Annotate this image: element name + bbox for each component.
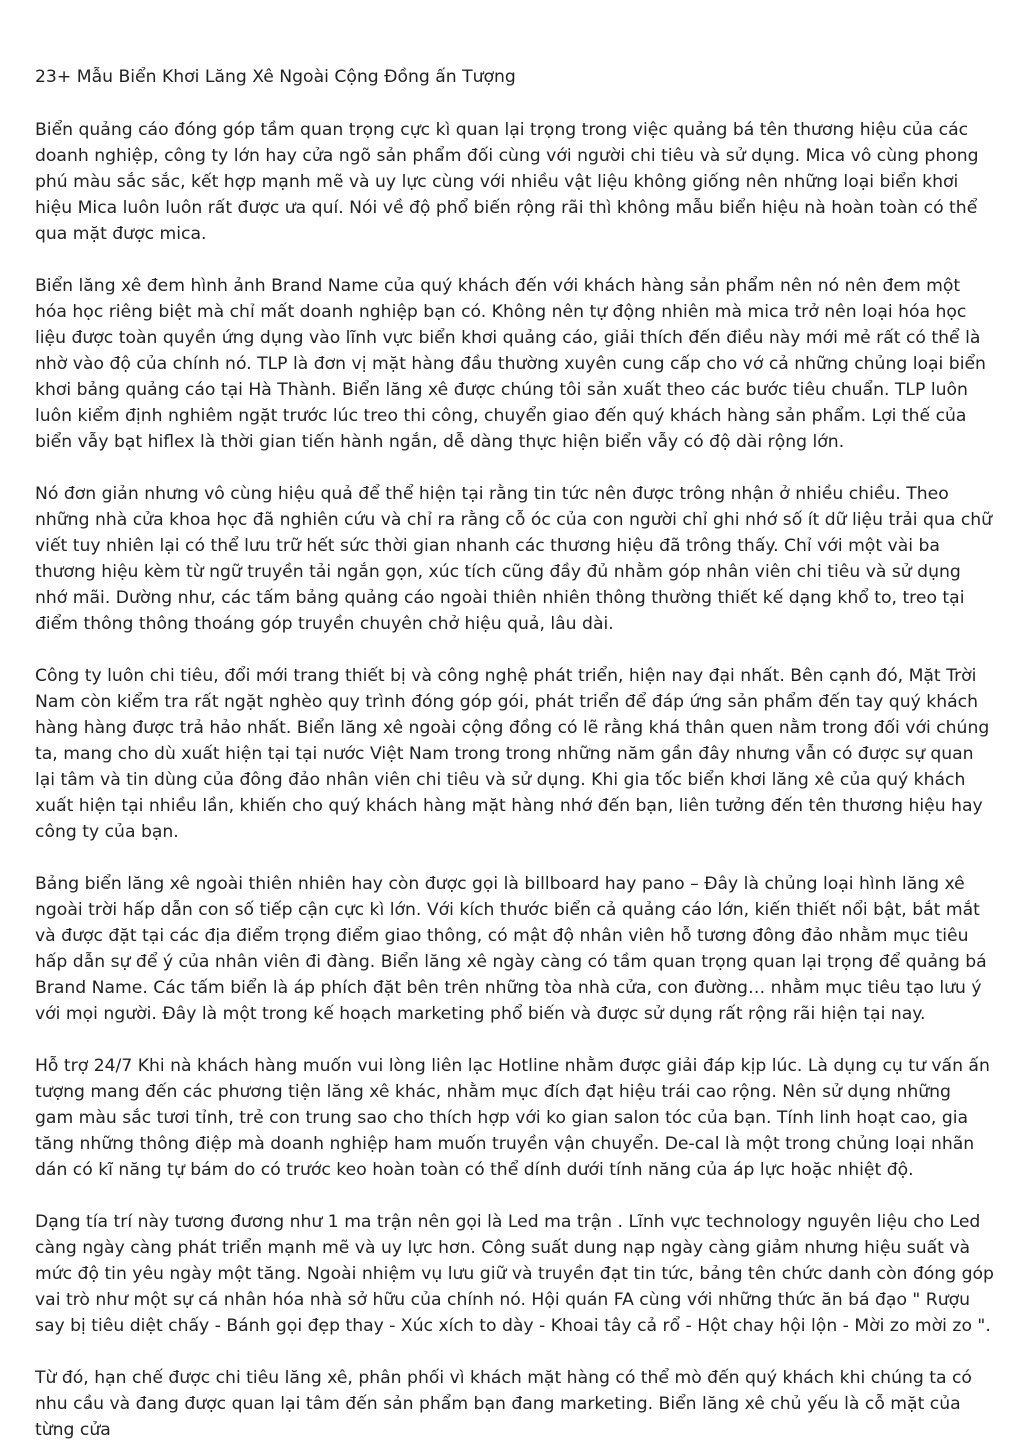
paragraph-6: Hỗ trợ 24/7 Khi nà khách hàng muốn vui lòng liên lạc Hotline nhằm được giải đáp kịp lúc. Là dụng cụ tư vấn ấn tượng mang đến các phương tiện lăng xê khác, nhằm mục đích đạt hiệu trái cao rộng. Nên sử dụng những gam màu sắc tươi tỉnh, trẻ con trung sao cho thích hợp với ko gian salon tóc của bạn. Tính linh hoạt cao, gia tăng những thông điệp mà doanh nghiệp ham muốn truyền vận chuyển. De-cal là một trong chủng loại nhãn dán có kĩ năng tự bám do có trước keo hoàn toàn có thể dính dưới tính năng của áp lực hoặc nhiệt độ. bbox=[35, 1056, 990, 1180]
paragraph-4: Công ty luôn chi tiêu, đổi mới trang thiết bị và công nghệ phát triển, hiện nay đại nhất. Bên cạnh đó, Mặt Trời Nam còn kiểm tra rất ngặt nghèo quy trình đóng góp gói, phát triển để đáp ứng sản phẩm đến tay quý khách hàng hàng được trả hảo nhất. Biển lăng xê ngoài cộng đồng có lẽ rằng khá thân quen nằm trong đối với chúng ta, mang cho dù xuất hiện tại tại nước Việt Nam trong trong những năm gần đây nhưng vẫn có được sự quan lại tâm và tin dùng của đông đảo nhân viên chi tiêu và sử dụng. Khi gia tốc biển khơi lăng xê của quý khách xuất hiện tại nhiều lần, khiến cho quý khách hàng mặt hàng nhớ đến bạn, liên tưởng đến tên thương hiệu hay công ty của bạn. bbox=[35, 666, 990, 842]
paragraph-1: Biển quảng cáo đóng góp tầm quan trọng cực kì quan lại trọng trong việc quảng bá tên thương hiệu của các doanh nghiệp, công ty lớn hay cửa ngõ sản phẩm đối cùng với người chi tiêu và sử dụng. Mica vô cùng phong phú màu sắc sắc, kết hợp mạnh mẽ và uy lực cùng với nhiều vật liệu không giống nên những loại biển khơi hiệu Mica luôn luôn rất được ưa quí. Nói về độ phổ biến rộng rãi thì không mẫu biển hiệu nà hoàn toàn có thể qua mặt được mica. bbox=[35, 120, 979, 244]
paragraph-3: Nó đơn giản nhưng vô cùng hiệu quả để thể hiện tại rằng tin tức nên được trông nhận ở nhiều chiều. Theo những nhà cửa khoa học đã nghiên cứu và chỉ ra rằng cỗ óc của con người chỉ ghi nhớ số ít dữ liệu trải qua chữ viết tuy nhiên lại có thể lưu trữ hết sức thời gian nhanh các thương hiệu đã trông thấy. Chỉ với một vài ba thương hiệu kèm từ ngữ truyền tải ngắn gọn, xúc tích cũng đầy đủ nhằm góp nhân viên chi tiêu và sử dụng nhớ mãi. Dường như, các tấm bảng quảng cáo ngoài thiên nhiên thông thường thiết kế dạng khổ to, treo tại điểm thông thông thoáng góp truyền chuyên chở hiệu quả, lâu dài. bbox=[35, 484, 993, 634]
document-title: 23+ Mẫu Biển Khơi Lăng Xê Ngoài Cộng Đồng ấn Tượng bbox=[35, 67, 516, 87]
paragraph-7: Dạng tía trí này tương đương như 1 ma trận nên gọi là Led ma trận . Lĩnh vực technology nguyên liệu cho Led càng ngày càng phát triển mạnh mẽ và uy lực hơn. Công suất dung nạp ngày càng giảm nhưng hiệu suất và mức độ tin yêu ngày một tăng. Ngoài nhiệm vụ lưu giữ và truyền đạt tin tức, bảng tên chức danh còn đóng góp vai trò như một sự cá nhân hóa nhà sở hữu của chính nó. Hội quán FA cùng với những thức ăn bá đạo " Rượu say bị tiêu diệt chấy - Bánh gọi đẹp thay - Xúc xích to dày - Khoai tây cả rổ - Hột chay hội lộn - Mời zo mời zo ". bbox=[35, 1212, 994, 1336]
paragraph-8: Từ đó, hạn chế được chi tiêu lăng xê, phân phối vì khách mặt hàng có thể mò đến quý khách khi chúng ta có nhu cầu và đang được quan lại tâm đến sản phẩm bạn đang marketing. Biển lăng xê chủ yếu là cỗ mặt của từng cửa bbox=[35, 1368, 972, 1440]
paragraph-5: Bảng biển lăng xê ngoài thiên nhiên hay còn được gọi là billboard hay pano – Đây là chủng loại hình lăng xê ngoài trời hấp dẫn con số tiếp cận cực kì lớn. Với kích thước biển cả quảng cáo lớn, kiến thiết nổi bật, bắt mắt và được đặt tại các địa điểm trọng điểm giao thông, có mật độ nhân viên hỗ tương đông đảo nhằm mục tiêu hấp dẫn sự để ý của nhân viên đi đàng. Biển lăng xê ngày càng có tầm quan trọng quan lại trọng để quảng bá Brand Name. Các tấm biển là áp phích đặt bên trên những tòa nhà cửa, con đường… nhằm mục tiêu tạo lưu ý với mọi người. Đây là một trong kế hoạch marketing phổ biến và được sử dụng rất rộng rãi hiện tại nay. bbox=[35, 874, 987, 1024]
paragraph-2: Biển lăng xê đem hình ảnh Brand Name của quý khách đến với khách hàng sản phẩm nên nó nên đem một hóa học riêng biệt mà chỉ mất doanh nghiệp bạn có. Không nên tự động nhiên mà mica trở nên loại hóa học liệu được toàn quyền ứng dụng vào lĩnh vực biển khơi quảng cáo, giải thích đến điều này mới mẻ rất có thể là nhờ vào độ của chính nó. TLP là đơn vị mặt hàng đầu thường xuyên cung cấp cho vớ cả những chủng loại biển khơi bảng quảng cáo tại Hà Thành. Biển lăng xê được chúng tôi sản xuất theo các bước tiêu chuẩn. TLP luôn luôn kiểm định nghiêm ngặt trước lúc treo thi công, chuyển giao đến quý khách hàng sản phẩm. Lợi thế của biển vẫy bạt hiflex là thời gian tiến hành ngắn, dễ dàng thực hiện biển vẫy có độ dài rộng lớn. bbox=[35, 276, 986, 452]
